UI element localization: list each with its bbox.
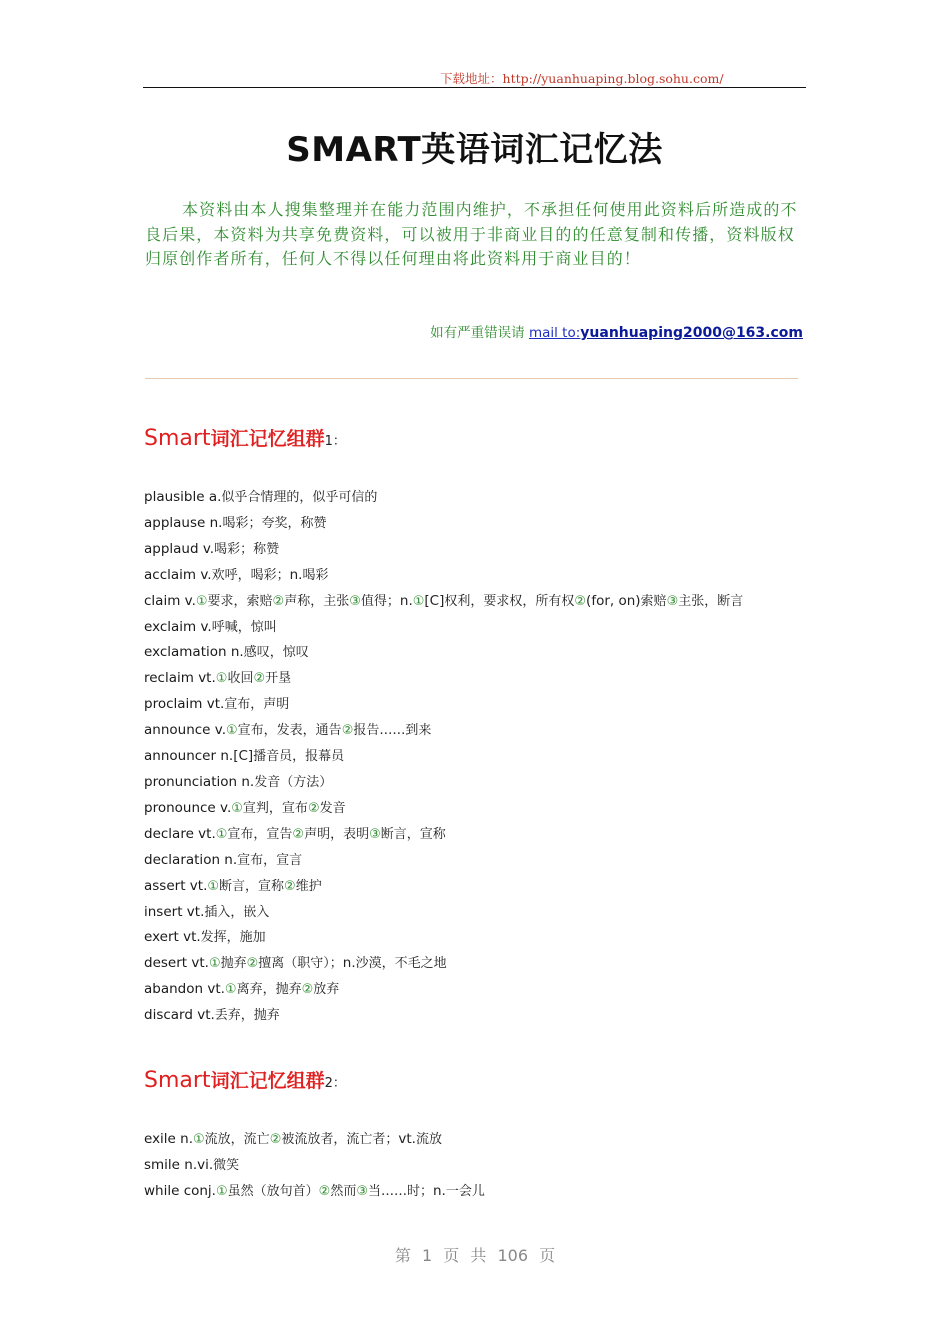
vocab-definition: ①要求，索赔②声称，主张③值得；n.①[C]权利，要求权，所有权②(for, on)索赔③主张，断言 — [195, 592, 744, 609]
vocab-entry — [144, 640, 804, 666]
vocab-definition: 发挥，施加 — [200, 930, 266, 946]
vocab-word: declaration n. — [144, 851, 238, 868]
vocab-word: pronounce v. — [144, 799, 232, 816]
vocab-word: reclaim vt. — [144, 670, 216, 687]
vocab-definition: 插入，嵌入 — [204, 904, 270, 920]
vocab-definition: ①抛弃②擅离（职守）；n.沙漠，不毛之地 — [208, 955, 447, 972]
document-title: SMART英语词汇记忆法 — [286, 130, 663, 170]
vocab-word: claim v. — [144, 592, 196, 609]
vocab-entry — [144, 666, 804, 692]
vocab-definition: 感叹，惊叹 — [243, 645, 309, 661]
disclaimer-paragraph: 本资料由本人搜集整理并在能力范围内维护，不承担任何使用此资料后所造成的不良后果，本资料为共享免费资料，可以被用于非商业目的的任意复制和传播，资料版权归原创作者所有，任何人不得以任何理由将此资料用于商业目的！ — [145, 200, 798, 268]
header-download — [440, 69, 724, 87]
vocab-entry — [144, 925, 804, 951]
mail-link-text[interactable]: mail to: — [528, 325, 581, 341]
vocab-entry — [144, 692, 804, 718]
contact-line — [430, 321, 803, 341]
footer-prefix: 第 — [394, 1246, 411, 1265]
vocab-entry — [144, 718, 804, 744]
vocab-definition: 宣布，宣言 — [237, 852, 303, 868]
vocab-definition: 呼喊，惊叫 — [211, 619, 277, 635]
download-url[interactable]: http://yuanhuaping.blog.sohu.com/ — [502, 71, 724, 86]
vocab-word: desert vt. — [144, 955, 209, 972]
header-rule — [143, 87, 806, 88]
vocab-definition: ①断言，宣称②维护 — [207, 878, 322, 894]
vocab-entry — [144, 1153, 804, 1179]
vocab-entry — [144, 900, 804, 926]
vocab-entry — [144, 951, 804, 977]
vocab-word: pronunciation n. — [144, 773, 255, 790]
group-heading-name: Smart — [144, 1068, 211, 1093]
vocab-word: plausible a. — [144, 489, 222, 505]
vocab-word: abandon vt. — [144, 981, 225, 998]
contact-email[interactable]: yuanhuaping2000@163.com — [580, 325, 803, 341]
vocab-entry — [144, 1003, 804, 1029]
contact-prefix: 如有严重错误请 — [430, 325, 525, 341]
vocab-word: acclaim v. — [144, 566, 212, 583]
footer-mid: 页 共 — [443, 1246, 487, 1265]
vocab-entry — [144, 822, 804, 848]
vocab-entry — [144, 589, 804, 615]
group-heading-cn: 词汇记忆组群 — [210, 428, 325, 450]
group-heading-2 — [144, 1066, 346, 1093]
group-heading-name: Smart — [144, 426, 211, 451]
vocab-definition: 喝彩；称赞 — [214, 541, 280, 557]
vocab-definition: 喝彩；夸奖，称赞 — [222, 515, 327, 531]
vocab-entry — [144, 1127, 804, 1153]
vocab-list-2 — [144, 1127, 804, 1205]
vocab-entry — [144, 874, 804, 900]
vocab-word: announcer n. — [144, 748, 234, 765]
vocab-word: declare vt. — [144, 825, 216, 842]
vocab-entry — [144, 1179, 804, 1205]
vocab-entry — [144, 848, 804, 874]
vocab-word: applause n. — [144, 514, 223, 531]
vocab-definition: ①流放，流亡②被流放者，流亡者；vt.流放 — [193, 1131, 442, 1147]
vocab-definition: ①收回②开垦 — [215, 671, 292, 687]
vocab-entry — [144, 537, 804, 563]
vocab-entry — [144, 796, 804, 822]
footer-suffix: 页 — [539, 1246, 556, 1265]
vocab-list-1 — [144, 485, 804, 1029]
footer-total-pages: 106 — [497, 1246, 528, 1265]
vocab-entry — [144, 977, 804, 1003]
vocab-word: exert vt. — [144, 929, 201, 946]
vocab-entry — [144, 744, 804, 770]
mail-link[interactable] — [529, 325, 803, 341]
vocab-definition: [C]播音员，报幕员 — [233, 748, 345, 765]
vocab-entry — [144, 485, 804, 511]
vocab-word: insert vt. — [144, 903, 205, 920]
vocab-definition: 微笑 — [213, 1157, 240, 1173]
vocab-word: discard vt. — [144, 1007, 215, 1024]
vocab-word: exclamation n. — [144, 644, 244, 661]
vocab-word: smile n.vi. — [144, 1156, 214, 1173]
vocab-definition: 欢呼，喝彩；n.喝彩 — [211, 566, 329, 583]
group-heading-num: 2： — [324, 1076, 346, 1091]
section-divider — [145, 378, 798, 379]
vocab-definition: 发音（方法） — [254, 774, 333, 790]
page-footer — [0, 1243, 950, 1266]
vocab-word: assert vt. — [144, 877, 208, 894]
vocab-word: applaud v. — [144, 540, 215, 557]
vocab-definition: ①宣判，宣布②发音 — [231, 800, 346, 816]
vocab-definition: ①离弃，抛弃②放弃 — [224, 982, 340, 998]
vocab-entry — [144, 511, 804, 537]
download-label: 下载地址： — [440, 71, 503, 86]
vocab-definition: 丢弃，抛弃 — [214, 1008, 280, 1024]
vocab-word: proclaim vt. — [144, 696, 225, 713]
vocab-word: while conj. — [144, 1182, 216, 1199]
group-heading-cn: 词汇记忆组群 — [210, 1070, 325, 1092]
vocab-word: exile n. — [144, 1131, 194, 1147]
vocab-definition: ①虽然（放句首）②然而③当……时；n.一会儿 — [215, 1182, 485, 1199]
vocab-definition: 似乎合情理的，似乎可信的 — [221, 490, 378, 505]
group-heading-1 — [144, 424, 346, 451]
vocab-word: exclaim v. — [144, 618, 212, 635]
vocab-entry — [144, 615, 804, 641]
vocab-entry — [144, 770, 804, 796]
vocab-definition: ①宣布，发表，通告②报告……到来 — [226, 723, 432, 739]
footer-page-number: 1 — [421, 1246, 433, 1265]
vocab-definition: 宣布，声明 — [224, 697, 290, 713]
group-heading-num: 1： — [324, 434, 346, 449]
vocab-definition: ①宣布，宣告②声明，表明③断言，宣称 — [215, 826, 446, 842]
vocab-entry — [144, 563, 804, 589]
vocab-word: announce v. — [144, 722, 227, 739]
